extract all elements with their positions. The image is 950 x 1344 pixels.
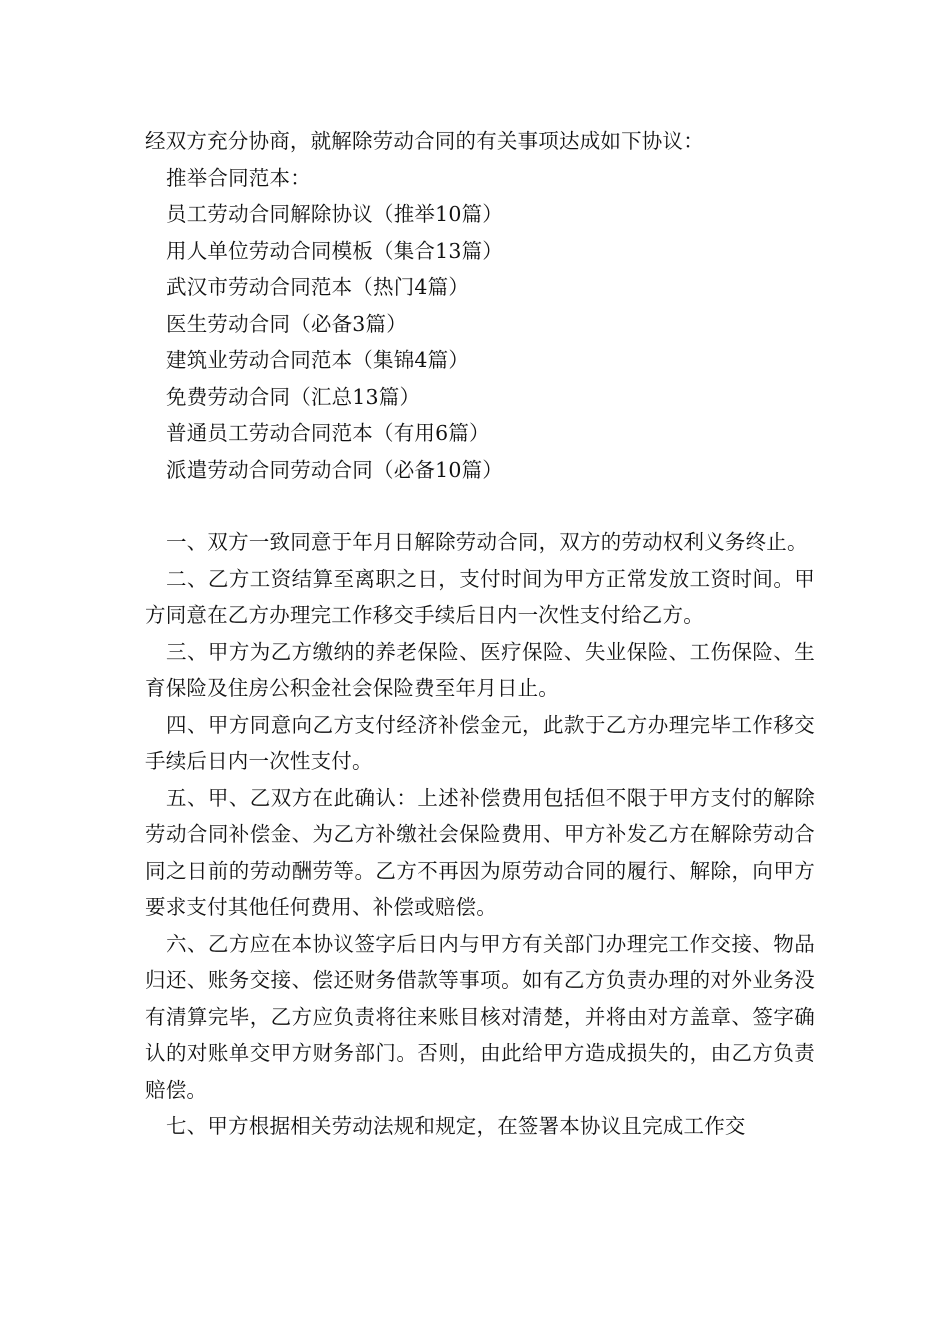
clause-paragraph: 七、甲方根据相关劳动法规和规定，在签署本协议且完成工作交	[166, 1114, 746, 1138]
clause-paragraph: 二、乙方工资结算至离职之日，支付时间为甲方正常发放工资时间。甲方同意在乙方办理完工作移交手续后日内一次性支付给乙方。	[145, 566, 815, 627]
document-body	[145, 123, 815, 1145]
intro-text: 经双方充分协商，就解除劳动合同的有关事项达成如下协议：	[145, 129, 704, 153]
blank-line	[145, 488, 815, 524]
clause-paragraph: 六、乙方应在本协议签字后日内与甲方有关部门办理完工作交接、物品归还、账务交接、偿还财务借款等事项。如有乙方负责办理的对外业务没有清算完毕，乙方应负责将往来账目核对清楚，并将由对方盖章、签字确认的对账单交甲方财务部门。否则，由此给甲方造成损失的，由乙方负责赔偿。	[145, 931, 815, 1102]
recommend-heading: 推举合同范本：	[166, 165, 311, 190]
recommend-item: 武汉市劳动合同范本（热门4篇）	[166, 275, 470, 299]
recommend-item: 用人单位劳动合同模板（集合13篇）	[166, 238, 503, 263]
recommend-item: 普通员工劳动合同范本（有用6篇）	[166, 421, 490, 445]
recommend-item: 派遣劳动合同劳动合同（必备10篇）	[166, 457, 503, 482]
clause-paragraph: 五、甲、乙双方在此确认：上述补偿费用包括但不限于甲方支付的解除劳动合同补偿金、为乙方补缴社会保险费用、甲方补发乙方在解除劳动合同之日前的劳动酬劳等。乙方不再因为原劳动合同的履行、解除，向甲方要求支付其他任何费用、补偿或赔偿。	[145, 785, 815, 919]
recommend-item: 医生劳动合同（必备3篇）	[166, 311, 407, 336]
recommend-item: 建筑业劳动合同范本（集锦4篇）	[166, 348, 470, 372]
clause-paragraph: 三、甲方为乙方缴纳的养老保险、医疗保险、失业保险、工伤保险、生育保险及住房公积金社会保险费至年月日止。	[145, 639, 815, 700]
clause-paragraph: 四、甲方同意向乙方支付经济补偿金元，此款于乙方办理完毕工作移交手续后日内一次性支付。	[145, 712, 815, 773]
recommend-item: 免费劳动合同（汇总13篇）	[166, 384, 421, 409]
clause-paragraph: 一、双方一致同意于年月日解除劳动合同，双方的劳动权利义务终止。	[166, 530, 808, 554]
recommend-item: 员工劳动合同解除协议（推举10篇）	[166, 202, 503, 226]
